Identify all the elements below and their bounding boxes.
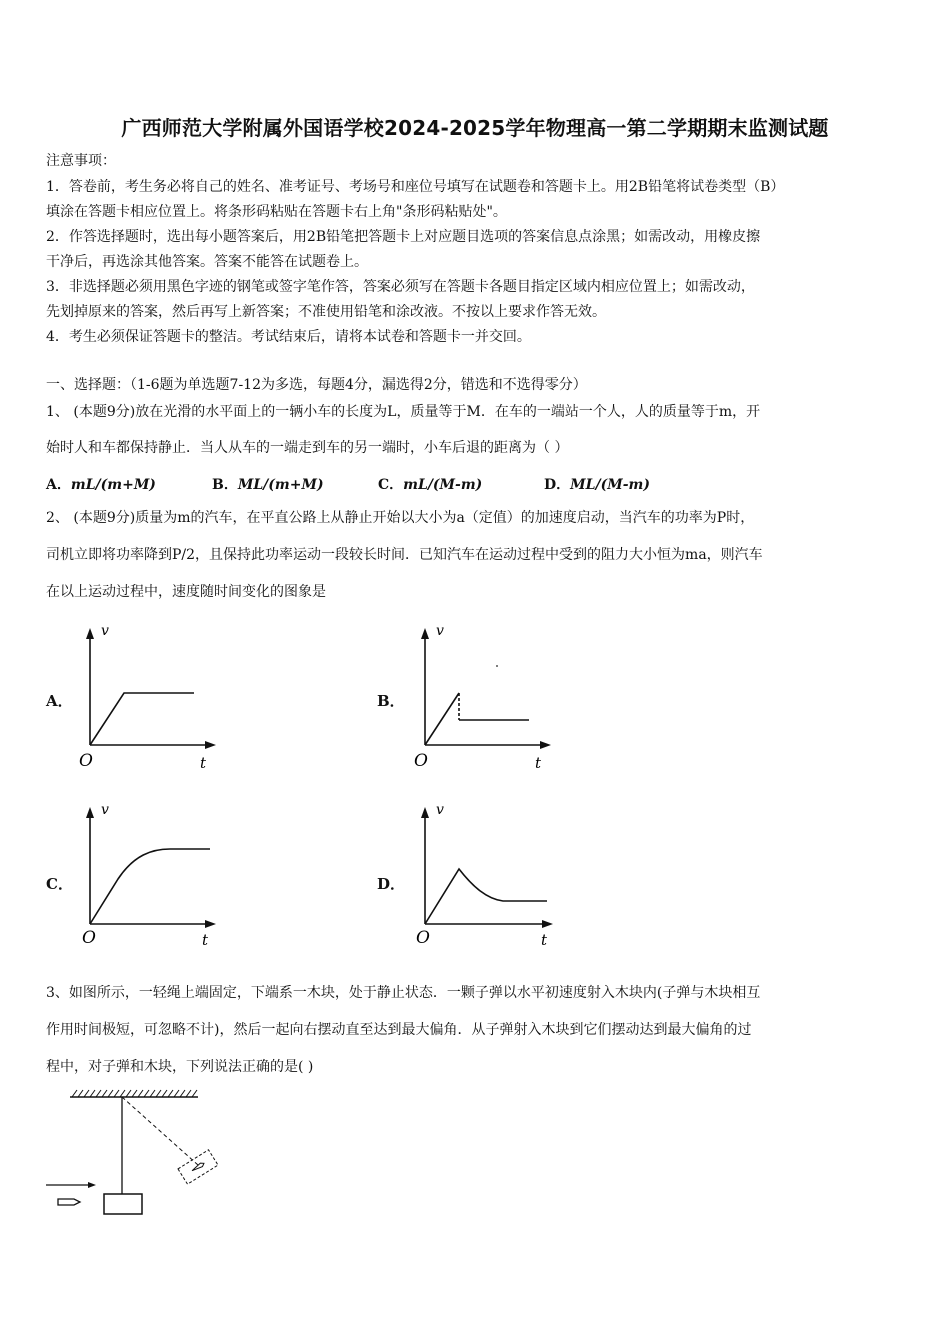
option-text: ML/(M-m): [570, 477, 650, 493]
ceiling-hatch: [72, 1090, 197, 1097]
option-text: mL/(M-m): [403, 477, 483, 493]
question-1-line: 始时人和车都保持静止．当人从车的一端走到车的另一端时，小车后退的距离为（ ）: [46, 440, 569, 456]
graph-a: [70, 618, 230, 773]
page-title: 广西师范大学附属外国语学校2024-2025学年物理高一第二学期期末监测试题: [121, 116, 829, 140]
graph-d: [405, 797, 565, 952]
speck: [496, 665, 498, 667]
graph-c-label: C．: [46, 875, 73, 893]
velocity-curve: [425, 869, 547, 924]
origin-label: O: [79, 751, 93, 771]
wooden-block: [104, 1194, 142, 1214]
q1-option-b: [212, 474, 324, 494]
option-letter: A．: [46, 477, 71, 493]
notice-line: 先划掉原来的答案，然后再写上新答案；不准使用铅笔和涂改液。不按以上要求作答无效。: [46, 304, 606, 320]
origin-label: O: [82, 928, 96, 948]
option-letter: D．: [544, 477, 571, 493]
notice-heading: 注意事项：: [46, 153, 116, 169]
velocity-curve: [90, 693, 194, 745]
origin-label: O: [414, 751, 428, 771]
x-arrow: [542, 920, 553, 928]
swing-rope-dashed: [122, 1097, 198, 1165]
origin-label: O: [416, 928, 430, 948]
q1-option-d: [544, 474, 650, 494]
y-arrow: [86, 628, 94, 639]
graph-b: [405, 618, 565, 773]
axis-label-v: v: [436, 623, 444, 639]
velocity-curve: [425, 693, 459, 745]
axis-label-v: v: [101, 802, 109, 818]
x-arrow: [205, 920, 216, 928]
graph-d-label: D．: [377, 875, 406, 893]
x-arrow: [540, 741, 551, 749]
axis-label-v: v: [436, 802, 444, 818]
notice-line: 填涂在答题卡相应位置上。将条形码粘贴在答题卡右上角"条形码粘贴处"。: [46, 204, 507, 220]
option-text: mL/(m+M): [70, 477, 156, 493]
graph-c: [70, 797, 230, 952]
velocity-arrowhead: [88, 1182, 96, 1188]
notice-line: 4．考生必须保证答题卡的整洁。考试结束后，请将本试卷和答题卡一并交回。: [46, 329, 531, 345]
question-2-line: 在以上运动过程中，速度随时间变化的图象是: [46, 584, 326, 600]
axis-label-t: t: [541, 931, 548, 949]
q1-option-c: [378, 474, 482, 494]
question-3-line: 作用时间极短，可忽略不计)，然后一起向右摆动直至达到最大偏角．从子弹射入木块到它们摆动达到最大偏角的过: [46, 1022, 752, 1038]
axis-label-v: v: [101, 623, 109, 639]
pendulum-diagram: [40, 1085, 240, 1225]
axis-label-t: t: [535, 754, 542, 772]
graph-a-label: A．: [46, 692, 73, 710]
question-1-line: 1、 (本题9分)放在光滑的水平面上的一辆小车的长度为L，质量等于M．在车的一端站一个人，人的质量等于m，开: [46, 404, 761, 420]
option-text: ML/(m+M): [237, 477, 324, 493]
notice-line: 2．作答选择题时，选出每小题答案后，用2B铅笔把答题卡上对应题目选项的答案信息点涂黑；如需改动，用橡皮擦: [46, 229, 761, 245]
velocity-curve: [90, 849, 210, 924]
option-letter: B．: [212, 477, 238, 493]
y-arrow: [86, 807, 94, 818]
question-2-line: 2、 (本题9分)质量为m的汽车，在平直公路上从静止开始以大小为a（定值）的加速度启动，当汽车的功率为P时，: [46, 510, 755, 526]
graph-b-label: B．: [377, 692, 405, 710]
question-3-line: 程中，对子弹和木块，下列说法正确的是( ): [46, 1059, 314, 1075]
question-2-line: 司机立即将功率降到P/2，且保持此功率运动一段较长时间．已知汽车在运动过程中受到的阻力大小恒为ma，则汽车: [46, 547, 763, 563]
x-arrow: [205, 741, 216, 749]
notice-line: 3．非选择题必须用黑色字迹的钢笔或签字笔作答，答案必须写在答题卡各题目指定区域内相应位置上；如需改动，: [46, 279, 755, 295]
bullet: [58, 1199, 80, 1205]
notice-line: 1．答卷前，考生务必将自己的姓名、准考证号、考场号和座位号填写在试题卷和答题卡上。用2B铅笔将试卷类型（B）: [46, 179, 785, 195]
axis-label-t: t: [200, 754, 207, 772]
notice-line: 干净后，再选涂其他答案。答案不能答在试题卷上。: [46, 254, 368, 270]
y-arrow: [421, 628, 429, 639]
question-3-line: 3、如图所示，一轻绳上端固定，下端系一木块，处于静止状态．一颗子弹以水平初速度射入木块内(子弹与木块相互: [46, 985, 761, 1001]
section-heading: 一、选择题：（1-6题为单选题7-12为多选，每题4分，漏选得2分，错选和不选得零分）: [46, 377, 587, 393]
q1-option-a: [46, 474, 156, 494]
option-letter: C．: [378, 477, 404, 493]
swung-block: [178, 1150, 218, 1184]
y-arrow: [421, 807, 429, 818]
axis-label-t: t: [202, 931, 209, 949]
